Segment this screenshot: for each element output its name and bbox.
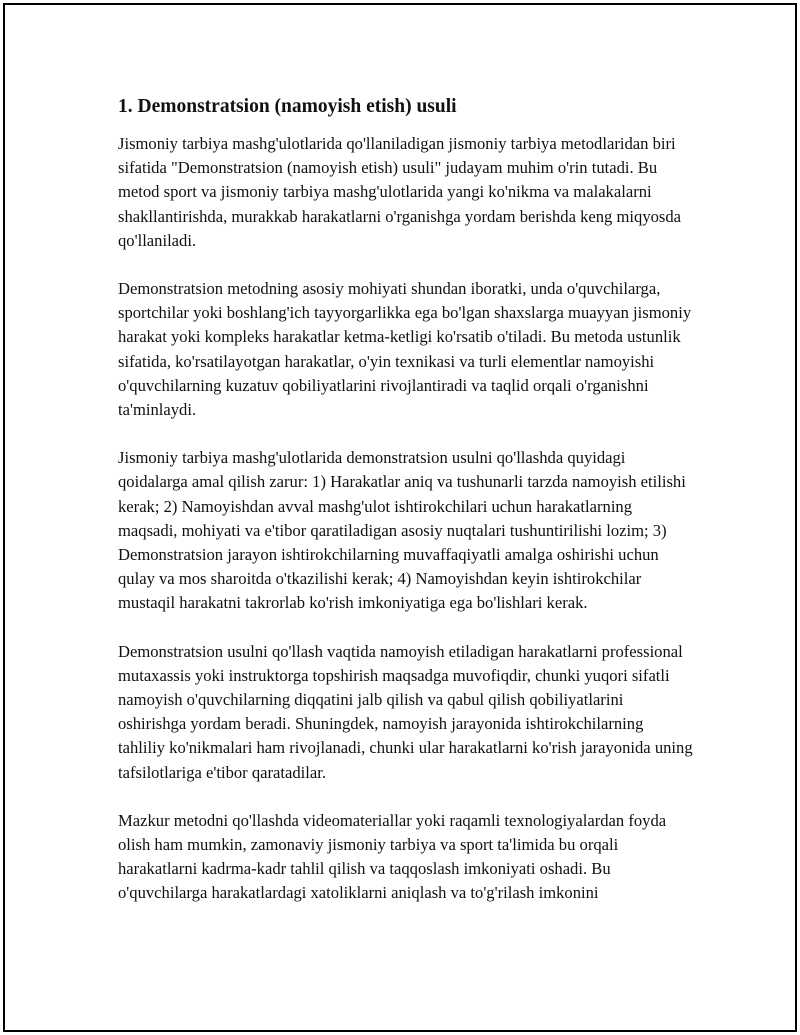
paragraph-1: Jismoniy tarbiya mashg'ulotlarida qo'llaniladigan jismoniy tarbiya metodlaridan biri sifatida "Demonstratsion (namoyish etish) usuli" judayam muhim o'rin tutadi. Bu metod sport va jismoniy tarbiya mashg'ulotlarida yangi ko'nikma va malakalarni shakllantirishda, murakkab harakatlarni o'rganishga yordam berishda keng miqyosda qo'llaniladi.: [118, 134, 682, 250]
paragraph-3: Jismoniy tarbiya mashg'ulotlarida demonstratsion usulni qo'llashda quyidagi qoidalarga amal qilish zarur: 1) Harakatlar aniq va tushunarli tarzda namoyish etilishi kerak; 2) Namoyishdan avval mashg'ulot ishtirokchilari uchun harakatlarning maqsadi, mohiyati va e'tibor qaratiladigan asosiy nuqtalari tushuntirilishi lozim; 3) Demonstratsion jarayon ishtirokchilarning muvaffaqiyatli amalga oshirishi uchun qulay va mos sharoitda o'tkazilishi kerak; 4) Namoyishdan keyin ishtirokchilar mustaqil harakatni takrorlab ko'rish imkoniyatiga ega bo'lishlari kerak.: [118, 448, 686, 613]
paragraph-4: Demonstratsion usulni qo'llash vaqtida namoyish etiladigan harakatlarni professional mutaxassis yoki instruktorga topshirish maqsadga muvofiqdir, chunki yuqori sifatli namoyish o'quvchilarning diqqatini jalb qilish va qabul qilish qobiliyatlarini oshirishga yordam beradi. Shuningdek, namoyish jarayonida ishtirokchilarning tahliliy ko'nikmalari ham rivojlanadi, chunki ular harakatlarni ko'rish jarayonida uning tafsilotlariga e'tibor qaratadilar.: [118, 641, 693, 782]
paragraph-2: Demonstratsion metodning asosiy mohiyati shundan iboratki, unda o'quvchilarga, sportchilar yoki boshlang'ich tayyorgarlikka ega bo'lgan shaxslarga muayyan jismoniy harakat yoki kompleks harakatlar ketma-ketligi ko'rsatib o'tiladi. Bu metoda ustunlik sifatida, ko'rsatilayotgan harakatlar, o'yin texnikasi va turli elementlar namoyishi o'quvchilarning kuzatuv qobiliyatlarini rivojlantiradi va taqlid orqali o'rganishni ta'minlaydi.: [118, 279, 692, 420]
paragraph-5: Mazkur metodni qo'llashda videomateriallar yoki raqamli texnologiyalardan foyda olish ham mumkin, zamonaviy jismoniy tarbiya va sport ta'limida bu orqali harakatlarni kadrma-kadr tahlil qilish va taqqoslash imkoniyati oshadi. Bu o'quvchilarga harakatlardagi xatoliklarni aniqlash va to'g'rilash imkonini: [118, 810, 667, 903]
section-heading: 1. Demonstratsion (namoyish etish) usuli: [118, 96, 457, 117]
document-body: [118, 94, 693, 930]
